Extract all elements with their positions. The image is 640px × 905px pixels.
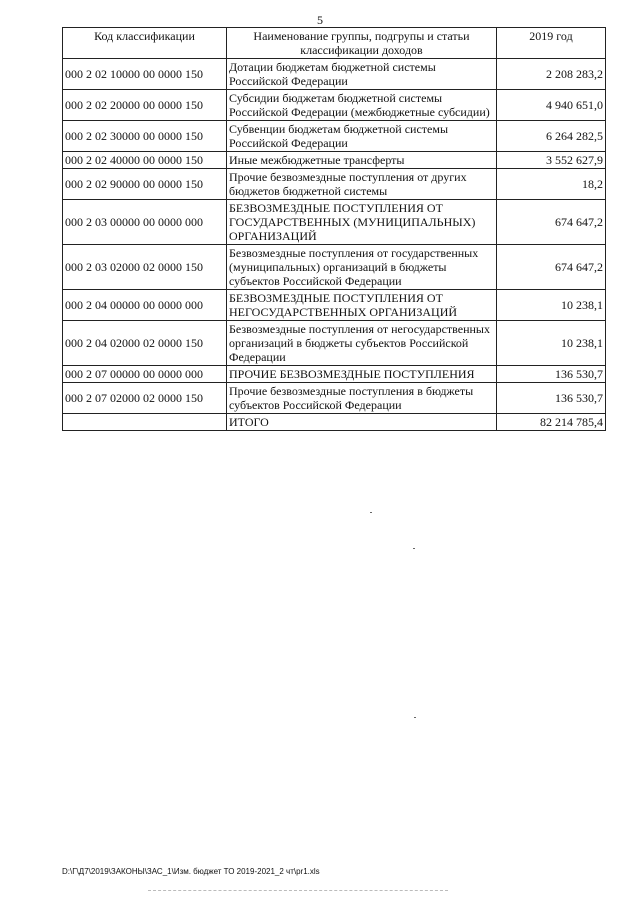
row-name: БЕЗВОЗМЕЗДНЫЕ ПОСТУПЛЕНИЯ ОТ ГОСУДАРСТВЕННЫХ (МУНИЦИПАЛЬНЫХ) ОРГАНИЗАЦИЙ [227, 200, 497, 245]
table-row [63, 321, 606, 366]
row-code: 000 2 07 00000 00 0000 000 [63, 366, 227, 383]
row-amount: 136 530,7 [497, 383, 606, 414]
revenue-classification-table [62, 27, 606, 431]
row-amount: 18,2 [497, 169, 606, 200]
header-code: Код классификации [63, 28, 227, 59]
table-row [63, 169, 606, 200]
row-amount: 3 552 627,9 [497, 152, 606, 169]
row-amount: 6 264 282,5 [497, 121, 606, 152]
table-row [63, 290, 606, 321]
row-code: 000 2 02 90000 00 0000 150 [63, 169, 227, 200]
row-name: Прочие безвозмездные поступления от других бюджетов бюджетной системы [227, 169, 497, 200]
header-amount: 2019 год [497, 28, 606, 59]
row-code: 000 2 02 30000 00 0000 150 [63, 121, 227, 152]
row-name: Дотации бюджетам бюджетной системы Российской Федерации [227, 59, 497, 90]
row-code: 000 2 07 02000 02 0000 150 [63, 383, 227, 414]
total-label: ИТОГО [227, 414, 497, 431]
row-name: Безвозмездные поступления от негосударственных организаций в бюджеты субъектов Российской Федерации [227, 321, 497, 366]
total-row [63, 414, 606, 431]
table-row [63, 59, 606, 90]
total-code [63, 414, 227, 431]
scan-artifact-line [148, 890, 448, 891]
table-row [63, 383, 606, 414]
row-name: ПРОЧИЕ БЕЗВОЗМЕЗДНЫЕ ПОСТУПЛЕНИЯ [227, 366, 497, 383]
table-row [63, 152, 606, 169]
row-code: 000 2 02 10000 00 0000 150 [63, 59, 227, 90]
row-amount: 674 647,2 [497, 245, 606, 290]
row-name: Субсидии бюджетам бюджетной системы Российской Федерации (межбюджетные субсидии) [227, 90, 497, 121]
scan-speck [413, 548, 415, 549]
row-code: 000 2 04 02000 02 0000 150 [63, 321, 227, 366]
row-amount: 10 238,1 [497, 290, 606, 321]
row-code: 000 2 02 40000 00 0000 150 [63, 152, 227, 169]
row-code: 000 2 03 00000 00 0000 000 [63, 200, 227, 245]
row-code: 000 2 02 20000 00 0000 150 [63, 90, 227, 121]
total-amount: 82 214 785,4 [497, 414, 606, 431]
row-amount: 136 530,7 [497, 366, 606, 383]
table-row [63, 245, 606, 290]
table-row [63, 90, 606, 121]
table-row [63, 366, 606, 383]
row-name: БЕЗВОЗМЕЗДНЫЕ ПОСТУПЛЕНИЯ ОТ НЕГОСУДАРСТВЕННЫХ ОРГАНИЗАЦИЙ [227, 290, 497, 321]
header-name: Наименование группы, подгрупы и статьи классификации доходов [227, 28, 497, 59]
row-code: 000 2 03 02000 02 0000 150 [63, 245, 227, 290]
row-name: Субвенции бюджетам бюджетной системы Российской Федерации [227, 121, 497, 152]
table-row [63, 121, 606, 152]
file-path-footer: D:\Г\Д7\2019\ЗАКОНЫ\ЗАС_1\Изм. бюджет ТО 2019-2021_2 чт\pr1.xls [62, 867, 320, 876]
table-header-row [63, 28, 606, 59]
row-amount: 10 238,1 [497, 321, 606, 366]
page-number: 5 [317, 13, 323, 27]
row-amount: 4 940 651,0 [497, 90, 606, 121]
row-amount: 2 208 283,2 [497, 59, 606, 90]
scan-speck [414, 717, 416, 718]
row-name: Безвозмездные поступления от государственных (муниципальных) организаций в бюджеты субъектов Российской Федерации [227, 245, 497, 290]
table-row [63, 200, 606, 245]
row-amount: 674 647,2 [497, 200, 606, 245]
scan-speck [370, 512, 372, 513]
row-name: Иные межбюджетные трансферты [227, 152, 497, 169]
row-name: Прочие безвозмездные поступления в бюджеты субъектов Российской Федерации [227, 383, 497, 414]
row-code: 000 2 04 00000 00 0000 000 [63, 290, 227, 321]
